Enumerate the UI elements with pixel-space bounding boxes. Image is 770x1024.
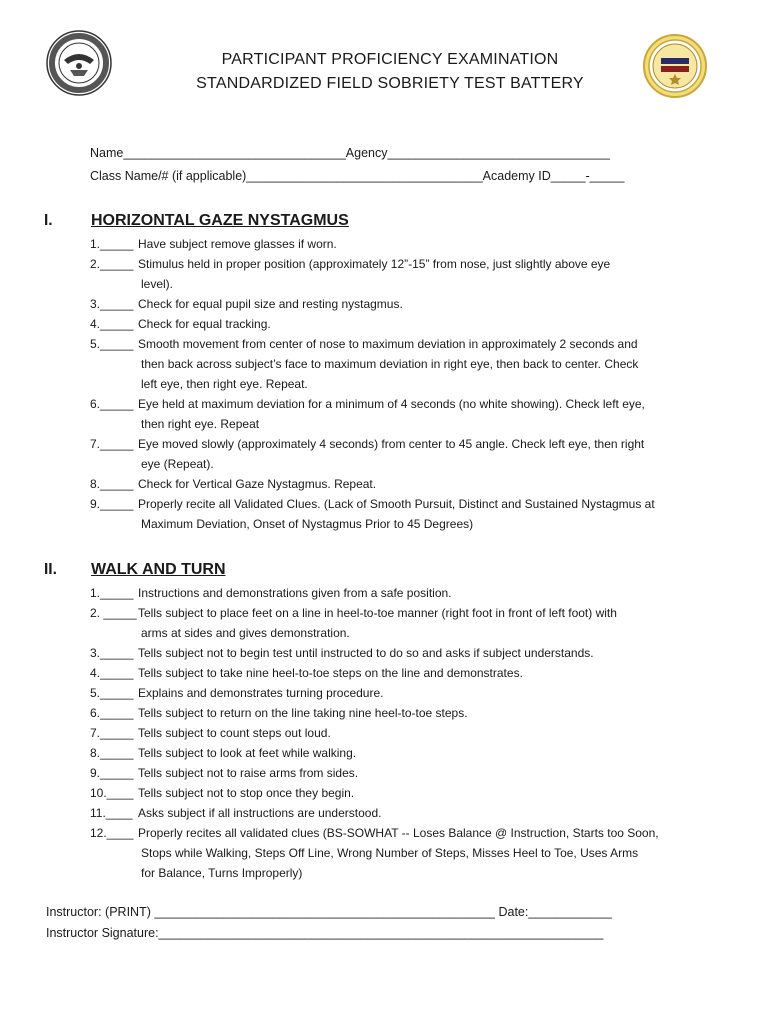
item-text: Instructions and demonstrations given from a safe position. [138,586,452,600]
item-text: Eye held at maximum deviation for a minimum of 4 seconds (no white showing). Check left eye, [138,397,645,411]
item-number-blank[interactable]: 12.____ [90,826,134,840]
name-agency-field[interactable]: Name________________________________Agency________________________________ [90,146,610,160]
item-text-continued: for Balance, Turns Improperly) [141,866,303,880]
section-2-numeral: II. [44,561,57,578]
item-text: Tells subject to count steps out loud. [138,726,331,740]
item-number-blank[interactable]: 5._____ [90,686,134,700]
item-number-blank[interactable]: 8._____ [90,746,134,760]
item-number-blank[interactable]: 5._____ [90,337,134,351]
item-text-continued: then back across subject’s face to maximum deviation in right eye, then back to center. Check [141,357,639,371]
item-text-continued: eye (Repeat). [141,457,214,471]
item-number-blank[interactable]: 6._____ [90,397,134,411]
item-text-continued: then right eye. Repeat [141,417,260,431]
item-text: Asks subject if all instructions are understood. [138,806,382,820]
item-number-blank[interactable]: 7._____ [90,726,134,740]
item-text-continued: left eye, then right eye. Repeat. [141,377,308,391]
section-1-numeral: I. [44,212,53,229]
item-text-continued: Maximum Deviation, Onset of Nystagmus Prior to 45 Degrees) [141,517,474,531]
item-text: Tells subject not to begin test until instructed to do so and asks if subject understands. [138,646,594,660]
item-number-blank[interactable]: 1._____ [90,586,134,600]
class-academy-field[interactable]: Class Name/# (if applicable)__________________________________Academy ID_____-_____ [90,169,625,183]
instructor-signature-field[interactable]: Instructor Signature:________________________________________________________________ [46,926,604,940]
item-text: Tells subject to look at feet while walking. [138,746,357,760]
item-number-blank[interactable]: 7._____ [90,437,134,451]
item-text-continued: arms at sides and gives demonstration. [141,626,350,640]
item-number-blank[interactable]: 11.____ [90,806,133,820]
traffic-safety-seal-logo [46,30,112,96]
item-text: Tells subject to place feet on a line in heel-to-toe manner (right foot in front of left foot) with [138,606,617,620]
instructor-print-date-field[interactable]: Instructor: (PRINT) _________________________________________________ Date:____________ [46,905,612,919]
item-text: Explains and demonstrates turning procedure. [138,686,384,700]
item-text: Properly recites all validated clues (BS-SOWHAT -- Loses Balance @ Instruction, Starts too Soon, [138,826,659,840]
item-text: Check for equal pupil size and resting nystagmus. [138,297,403,311]
item-text: Tells subject not to stop once they begin. [138,786,355,800]
section-1-heading: HORIZONTAL GAZE NYSTAGMUS [91,212,349,229]
item-text: Check for equal tracking. [138,317,271,331]
item-number-blank[interactable]: 9._____ [90,766,134,780]
item-number-blank[interactable]: 4._____ [90,666,134,680]
item-text: Tells subject to take nine heel-to-toe steps on the line and demonstrates. [138,666,523,680]
item-text: Eye moved slowly (approximately 4 seconds) from center to 45 angle. Check left eye, then right [138,437,645,451]
item-text: Tells subject not to raise arms from sides. [138,766,359,780]
item-number-blank[interactable]: 10.____ [90,786,134,800]
item-text: Properly recite all Validated Clues. (Lack of Smooth Pursuit, Distinct and Sustained Nystagmus at [138,497,655,511]
item-text: Smooth movement from center of nose to maximum deviation in approximately 2 seconds and [138,337,638,351]
item-number-blank[interactable]: 4._____ [90,317,134,331]
item-number-blank[interactable]: 9._____ [90,497,134,511]
item-text: Stimulus held in proper position (approximately 12”-15” from nose, just slightly above eye [138,257,611,271]
item-text-continued: level). [141,277,174,291]
item-number-blank[interactable]: 3._____ [90,297,134,311]
item-number-blank[interactable]: 2._____ [90,257,134,271]
item-number-blank[interactable]: 1._____ [90,237,134,251]
section-2-heading: WALK AND TURN [91,561,226,578]
item-text-continued: Stops while Walking, Steps Off Line, Wrong Number of Steps, Misses Heel to Toe, Uses Arms [141,846,639,860]
document-title-line1: PARTICIPANT PROFICIENCY EXAMINATION [221,51,559,68]
item-number-blank[interactable]: 8._____ [90,477,134,491]
item-number-blank[interactable]: 3._____ [90,646,134,660]
item-text: Have subject remove glasses if worn. [138,237,337,251]
item-text: Check for Vertical Gaze Nystagmus. Repeat. [138,477,377,491]
item-number-blank[interactable]: 2. _____ [90,606,137,620]
document-title-line2: STANDARDIZED FIELD SOBRIETY TEST BATTERY [196,75,584,92]
item-number-blank[interactable]: 6._____ [90,706,134,720]
item-text: Tells subject to return on the line taking nine heel-to-toe steps. [138,706,468,720]
